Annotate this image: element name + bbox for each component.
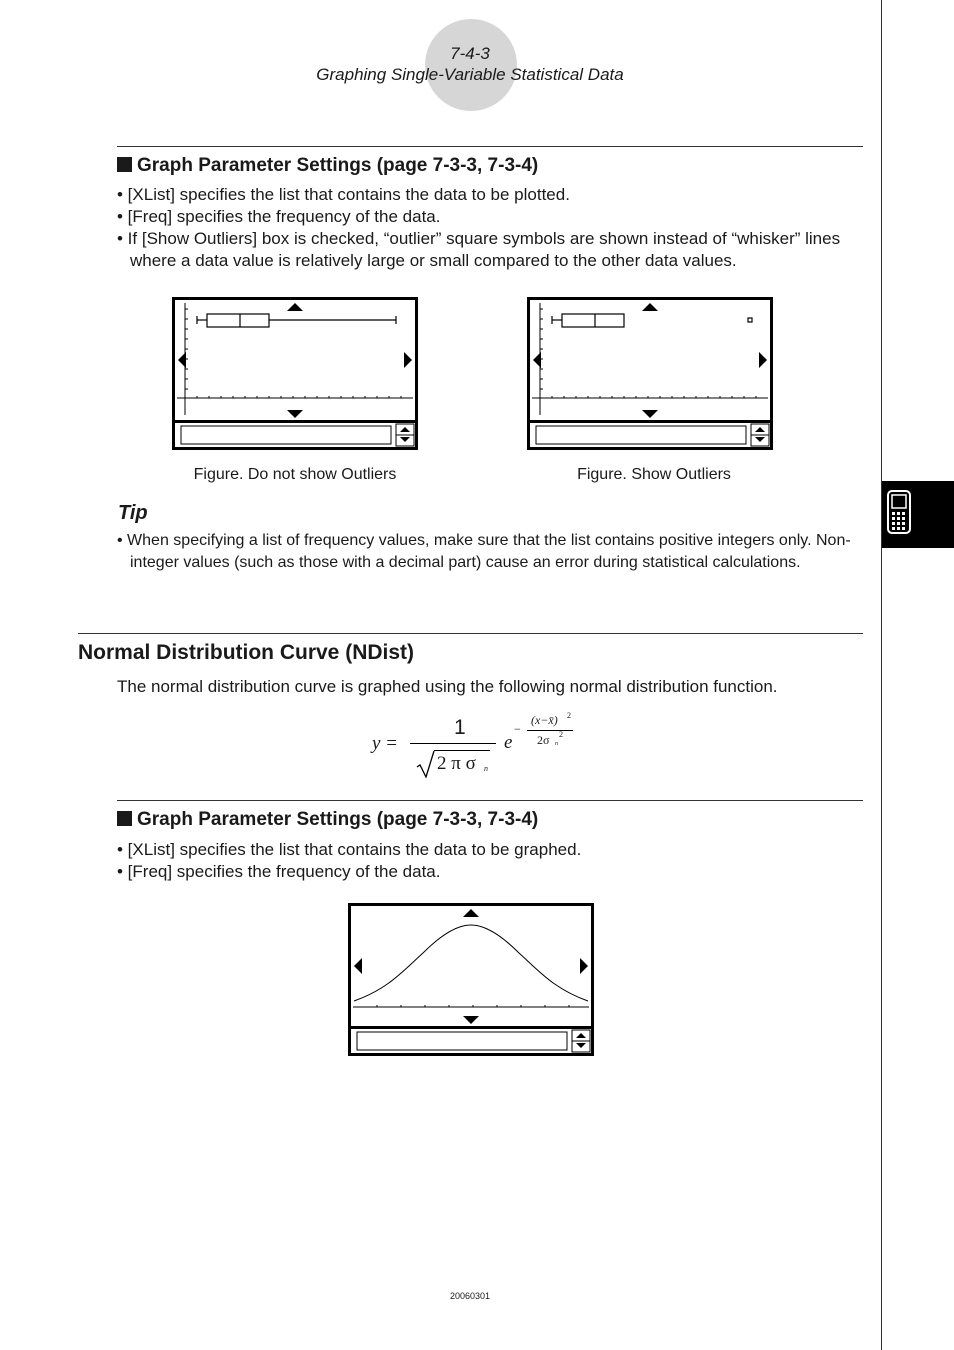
exponent-numerator-power: 2	[567, 711, 571, 720]
normal-distribution-formula	[370, 710, 590, 785]
calculator-screen-normal-curve	[348, 903, 594, 1056]
section-title: Normal Distribution Curve (NDist)	[78, 641, 415, 664]
section-rule	[117, 800, 863, 801]
exponent-fraction-bar	[527, 730, 573, 731]
calculator-icon	[882, 481, 954, 548]
footer-code: 20060301	[449, 1291, 491, 1301]
fraction-bar	[410, 743, 496, 744]
square-bullet-icon	[117, 811, 132, 826]
exponent-denominator: 2σ	[537, 733, 550, 747]
tip-label: Tip	[118, 502, 148, 524]
exponent-sign: −	[514, 722, 521, 736]
page-number: 7-4-3	[450, 44, 490, 63]
formula-base: e	[504, 732, 513, 753]
formula-denominator: 2 π σ	[437, 753, 476, 774]
list-item: • When specifying a list of frequency values, make sure that the list contains positive integers only. Non-integer values (such as those with a decimal part) cause an error during statistical calculations.	[117, 532, 851, 571]
formula-lhs: y =	[372, 733, 399, 754]
section-rule	[78, 633, 863, 634]
section-heading: Graph Parameter Settings (page 7-3-3, 7-3-4)	[117, 155, 538, 177]
section-rule	[117, 146, 863, 147]
figure-caption: Figure. Show Outliers	[577, 466, 731, 483]
margin-rule	[881, 0, 882, 1350]
tip-text	[117, 530, 863, 574]
section-intro: The normal distribution curve is graphed using the following normal distribution function.	[117, 677, 778, 696]
formula-numerator: 1	[454, 716, 466, 739]
bullet-list	[117, 184, 862, 272]
sqrt-icon	[416, 750, 436, 778]
list-item: • [XList] specifies the list that contains the data to be graphed.	[117, 840, 582, 859]
list-item: • If [Show Outliers] box is checked, “outlier” square symbols are shown instead of “whisker” lines where a data value is relatively large or small compared to the other data values.	[117, 229, 841, 270]
calculator-screen-no-outliers	[172, 297, 418, 450]
square-bullet-icon	[117, 157, 132, 172]
list-item: • [Freq] specifies the frequency of the data.	[117, 207, 441, 226]
page-header-title: Graphing Single-Variable Statistical Data	[316, 65, 624, 84]
sqrt-bar	[434, 750, 490, 751]
list-item: • [XList] specifies the list that contains the data to be plotted.	[117, 185, 570, 204]
figure-caption: Figure. Do not show Outliers	[193, 466, 397, 483]
list-item: • [Freq] specifies the frequency of the data.	[117, 862, 441, 881]
exponent-denominator-power: 2	[559, 730, 563, 739]
exponent-numerator: (x−x̄)	[531, 713, 558, 727]
chapter-tab	[882, 481, 954, 548]
section-heading: Graph Parameter Settings (page 7-3-3, 7-3-4)	[117, 809, 538, 831]
bullet-list	[117, 839, 862, 883]
calculator-screen-show-outliers	[527, 297, 773, 450]
exponent-denominator-subscript: n	[555, 741, 558, 747]
formula-subscript: n	[484, 764, 488, 773]
